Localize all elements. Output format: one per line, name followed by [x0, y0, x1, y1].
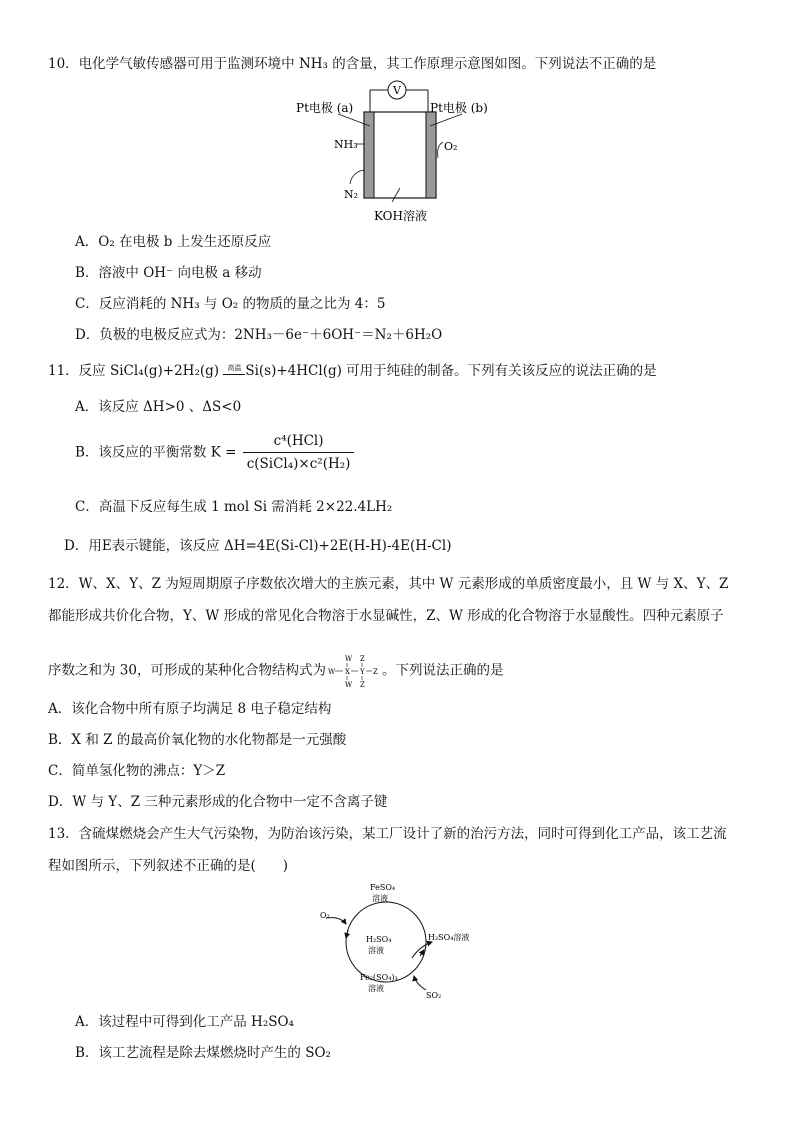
q12-option-a: A．该化合物中所有原子均满足 8 电子稳定结构	[48, 701, 332, 717]
structural-formula	[328, 654, 380, 688]
atom-w-top: W	[344, 655, 353, 663]
q12-option-c: C．简单氢化物的沸点：Y＞Z	[48, 763, 226, 779]
container	[364, 112, 436, 198]
koh-label: KOH溶液	[374, 209, 427, 223]
electrode-b-label: Pt电极 (b)	[430, 101, 488, 115]
q11-option-b	[75, 432, 354, 473]
q12-line3-post: 。下列说法正确的是	[381, 662, 504, 679]
q11-option-a: A．该反应 ΔH>0 、ΔS<0	[75, 399, 242, 415]
q11-stem-pre: 11．反应	[48, 363, 110, 379]
q11-condition: 高温	[227, 364, 242, 372]
equilibrium-constant-fraction	[243, 432, 355, 473]
fraction-denominator: c(SiCl₄)×c²(H₂)	[246, 456, 351, 472]
h2so4-inner-solution-label: 溶液	[368, 946, 384, 955]
q13-line1: 13．含硫煤燃烧会产生大气污染物，为防治该污染，某工厂设计了新的治污方法，同时可得到化工产品，该工艺流	[48, 826, 727, 842]
atom-w-bottom: W	[344, 681, 353, 688]
q12-line1: 12．W、X、Y、Z 为短周期原子序数依次增大的主族元素，其中 W 元素形成的单质密度最小，且 W 与 X、Y、Z	[48, 576, 729, 592]
nh3-label: NH₃	[334, 138, 358, 151]
electrode-a-label: Pt电极 (a)	[296, 101, 354, 115]
fraction-numerator: c⁴(HCl)	[243, 432, 355, 453]
q10-option-b: B．溶液中 OH⁻ 向电极 a 移动	[75, 265, 262, 281]
o2-input-label: O₂	[320, 911, 330, 920]
q12-line3-pre: 序数之和为 30，可形成的某种化合物结构式为	[48, 662, 326, 679]
atom-z-bottom: Z	[359, 681, 365, 688]
q12-line2: 都能形成共价化合物，Y、W 形成的常见化合物溶于水显碱性，Z、W 形成的化合物溶于水显酸性。四种元素原子	[48, 608, 724, 624]
q10-option-a: A．O₂ 在电极 b 上发生还原反应	[75, 234, 272, 250]
h2so4-inner-label: H₂SO₄	[366, 935, 392, 944]
voltmeter-label: V	[393, 84, 401, 97]
so2-input-label: SO₂	[426, 991, 442, 1000]
h2so4-output-label: H₂SO₄溶液	[428, 933, 470, 942]
fe2so43-label: Fe₂(SO₄)₃	[360, 973, 398, 982]
o2-label: O₂	[444, 140, 458, 153]
electrode-b	[426, 112, 436, 198]
atom-w-left: W	[327, 668, 336, 676]
process-cycle-diagram	[316, 880, 496, 1004]
q11-option-b-pre: B．该反应的平衡常数 K =	[75, 444, 237, 461]
fe2so43-solution-label: 溶液	[368, 984, 384, 993]
q13-option-a: A．该过程中可得到化工产品 H₂SO₄	[75, 1014, 294, 1030]
atom-y: Y	[359, 668, 365, 676]
atom-z-right: Z	[372, 668, 378, 676]
q10-option-d: D．负极的电极反应式为：2NH₃－6e⁻＋6OH⁻＝N₂＋6H₂O	[75, 327, 443, 343]
q10-stem: 10．电化学气敏传感器可用于监测环境中 NH₃ 的含量，其工作原理示意图如图。下列说法不正确的是	[48, 56, 657, 72]
q13-option-b: B．该工艺流程是除去煤燃烧时产生的 SO₂	[75, 1045, 331, 1061]
q11-equation-post: Si(s)+4HCl(g)	[245, 363, 342, 379]
feso4-label: FeSO₄	[370, 883, 396, 892]
q11-condition-arrow	[223, 366, 245, 375]
q11-stem-post: 可用于纯硅的制备。下列有关该反应的说法正确的是	[341, 363, 657, 379]
q11-equation: SiCl₄(g)+2H₂(g)	[109, 363, 224, 379]
q12-option-b: B．X 和 Z 的最高价氧化物的水化物都是一元强酸	[48, 732, 347, 748]
q13-line2: 程如图所示，下列叙述不正确的是( )	[48, 858, 289, 874]
electrode-a	[364, 112, 374, 198]
q11-option-c: C．高温下反应每生成 1 mol Si 需消耗 2×22.4LH₂	[75, 499, 393, 515]
q12-line3	[48, 654, 503, 688]
atom-z-top: Z	[359, 655, 365, 663]
q11-option-d: D．用E表示键能，该反应 ΔH=4E(Si-Cl)+2E(H-H)-4E(H-Cl)	[64, 538, 452, 554]
atom-x: X	[344, 668, 350, 676]
electrochemical-sensor-diagram	[280, 80, 510, 230]
feso4-solution-label: 溶液	[372, 894, 388, 903]
n2-label: N₂	[344, 188, 359, 201]
q12-option-d: D．W 与 Y、Z 三种元素形成的化合物中一定不含离子键	[48, 794, 388, 810]
q11-stem	[48, 362, 657, 380]
q10-option-c: C．反应消耗的 NH₃ 与 O₂ 的物质的量之比为 4：5	[75, 296, 386, 312]
